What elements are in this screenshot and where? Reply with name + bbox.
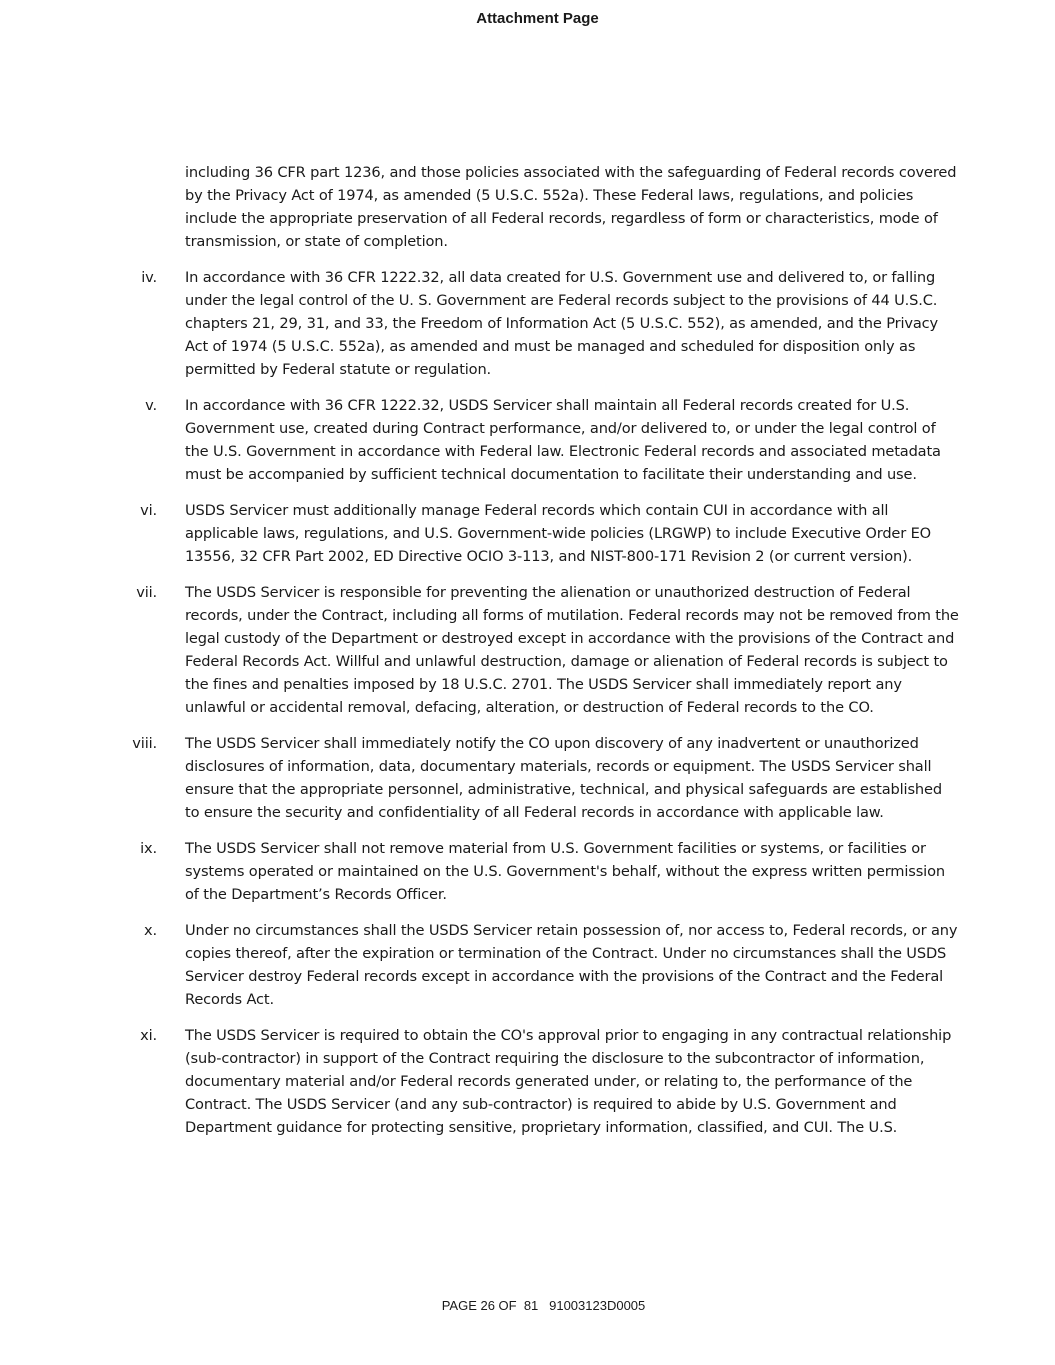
list-item-text: The USDS Servicer is required to obtain the CO's approval prior to engaging in any contractual relationship (sub-contractor) in support of the Contract requiring the disclosure to the subcontractor of information, documentary material and/or Federal records generated under, or relating to, the performance of the Contract. The USDS Servicer (and any sub-contractor) is required to abide by U.S. Government and Department guidance for protecting sensitive, proprietary information, classified, and CUI. The U.S. <box>185 1027 952 1136</box>
list-marker: x. <box>144 922 157 939</box>
list-marker: iv. <box>141 269 157 286</box>
page-header-title: Attachment Page <box>476 10 599 27</box>
list-item-text: Under no circumstances shall the USDS Servicer retain possession of, nor access to, Federal records, or any copies thereof, after the expiration or termination of the Contract. Under no circumstances shall the USDS Servicer destroy Federal records except in accordance with the provisions of the Contract and the Federal Records Act. <box>185 922 958 1008</box>
list-item-text: The USDS Servicer is responsible for preventing the alienation or unauthorized destruction of Federal records, under the Contract, including all forms of mutilation. Federal records may not be removed from the legal custody of the Department or destroyed except in accordance with the provisions of the Contract and Federal Records Act. Willful and unlawful destruction, damage or alienation of Federal records is subject to the fines and penalties imposed by 18 U.S.C. 2701. The USDS Servicer shall immediately report any unlawful or accidental removal, defacing, alteration, or destruction of Federal records to the CO. <box>185 584 959 716</box>
intro-paragraph <box>0 161 960 253</box>
list-item-vi <box>0 499 960 568</box>
list-item-text: USDS Servicer must additionally manage Federal records which contain CUI in accordance with all applicable laws, regulations, and U.S. Government-wide policies (LRGWP) to include Executive Order EO 13556, 32 CFR Part 2002, ED Directive OCIO 3-113, and NIST-800-171 Revision 2 (or current version). <box>185 502 932 565</box>
list-marker: v. <box>145 397 157 414</box>
paragraph-text: including 36 CFR part 1236, and those policies associated with the safeguarding of Federal records covered by the Privacy Act of 1974, as amended (5 U.S.C. 552a). These Federal laws, regulations, and policies include the appropriate preservation of all Federal records, regardless of form or characteristics, mode of transmission, or state of completion. <box>185 164 957 250</box>
list-marker: vii. <box>136 584 157 601</box>
list-item-iv <box>0 266 960 381</box>
list-item-xi <box>0 1024 960 1139</box>
list-item-v <box>0 394 960 486</box>
list-item-text: In accordance with 36 CFR 1222.32, all data created for U.S. Government use and delivered to, or falling under the legal control of the U. S. Government are Federal records subject to the provisions of 44 U.S.C. chapters 21, 29, 31, and 33, the Freedom of Information Act (5 U.S.C. 552), as amended, and the Privacy Act of 1974 (5 U.S.C. 552a), as amended and must be managed and scheduled for disposition only as permitted by Federal statute or regulation. <box>185 269 939 378</box>
list-item-text: The USDS Servicer shall immediately notify the CO upon discovery of any inadvertent or unauthorized disclosures of information, data, documentary materials, records or equipment. The USDS Servicer shall ensure that the appropriate personnel, administrative, technical, and physical safeguards are established to ensure the security and confidentiality of all Federal records in accordance with applicable law. <box>185 735 942 821</box>
list-item-x <box>0 919 960 1011</box>
list-item-vii <box>0 581 960 719</box>
list-marker: xi. <box>140 1027 157 1044</box>
list-item-text: The USDS Servicer shall not remove material from U.S. Government facilities or systems, or facilities or systems operated or maintained on the U.S. Government's behalf, without the express written permission of the Department’s Records Officer. <box>185 840 945 903</box>
list-item-text: In accordance with 36 CFR 1222.32, USDS Servicer shall maintain all Federal records created for U.S. Government use, created during Contract performance, and/or delivered to, or under the legal control of the U.S. Government in accordance with Federal law. Electronic Federal records and associated metadata must be accompanied by sufficient technical documentation to facilitate their understanding and use. <box>185 397 941 483</box>
page-footer-number: PAGE 26 OF 81 91003123D0005 <box>441 1298 646 1313</box>
list-marker: vi. <box>140 502 157 519</box>
list-item-ix <box>0 837 960 906</box>
document-body <box>0 161 1055 1152</box>
list-marker: ix. <box>140 840 157 857</box>
list-item-viii <box>0 732 960 824</box>
list-marker: viii. <box>132 735 157 752</box>
